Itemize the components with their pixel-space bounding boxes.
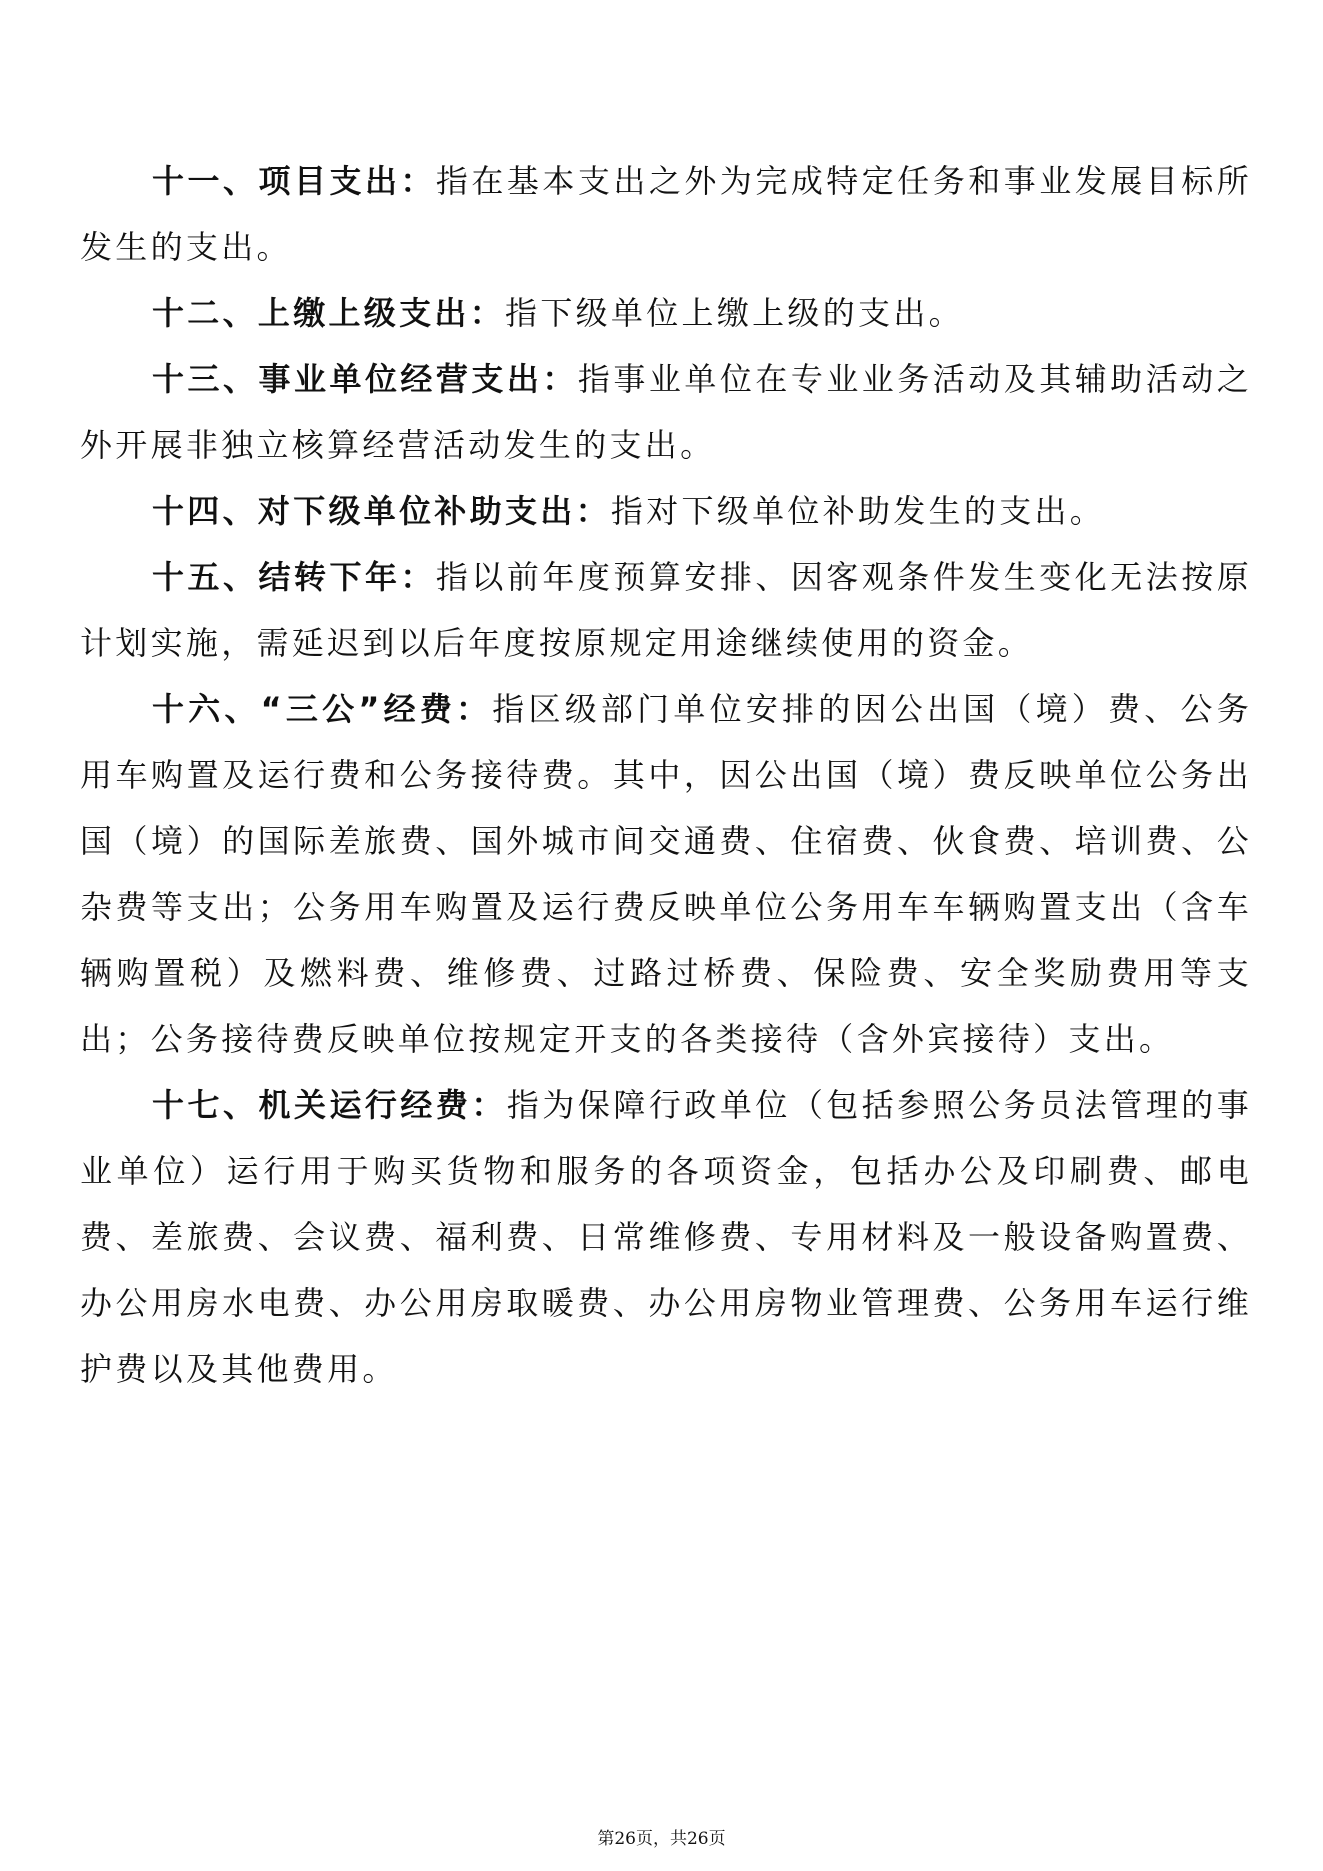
document-body — [80, 148, 1252, 1402]
paragraph-three-public-expenses — [80, 676, 1252, 1072]
paragraph-project-expenditure — [80, 148, 1252, 280]
term-heading: 十二、上缴上级支出： — [152, 294, 506, 332]
term-definition: 指下级单位上缴上级的支出。 — [505, 294, 964, 332]
term-heading: 十七、机关运行经费： — [152, 1086, 507, 1124]
paragraph-carry-forward — [80, 544, 1252, 676]
term-definition: 指区级部门单位安排的因公出国（境）费、公务用车购置及运行费和公务接待费。其中，因公出国（境）费反映单位公务出国（境）的国际差旅费、国外城市间交通费、住宿费、伙食费、培训费、公杂费等支出；公务用车购置及运行费反映单位公务用车车辆购置支出（含车辆购置税）及燃料费、维修费、过路过桥费、保险费、安全奖励费用等支出；公务接待费反映单位按规定开支的各类接待（含外宾接待）支出。 — [80, 690, 1252, 1058]
term-definition: 指事业单位在专业业务活动及其辅助活动之外开展非独立核算经营活动发生的支出。 — [80, 360, 1253, 464]
term-heading: 十一、项目支出： — [152, 162, 436, 200]
term-heading: 十三、事业单位经营支出： — [152, 360, 578, 398]
page-number-footer: 第26页，共26页 — [597, 1829, 726, 1849]
term-definition: 指为保障行政单位（包括参照公务员法管理的事业单位）运行用于购买货物和服务的各项资金，包括办公及印刷费、邮电费、差旅费、会议费、福利费、日常维修费、专用材料及一般设备购置费、办公用房水电费、办公用房取暖费、办公用房物业管理费、公务用车运行维护费以及其他费用。 — [80, 1086, 1252, 1388]
paragraph-remit-superior — [80, 280, 1252, 346]
paragraph-operating-expenditure — [80, 346, 1252, 478]
term-definition: 指在基本支出之外为完成特定任务和事业发展目标所发生的支出。 — [80, 162, 1252, 266]
paragraph-operating-funds — [80, 1072, 1252, 1402]
term-heading: 十五、结转下年： — [152, 558, 436, 596]
term-heading: 十四、对下级单位补助支出： — [152, 492, 611, 530]
term-heading: 十六、“三公”经费： — [152, 690, 493, 728]
term-definition: 指以前年度预算安排、因客观条件发生变化无法按原计划实施，需延迟到以后年度按原规定用途继续使用的资金。 — [80, 558, 1252, 662]
paragraph-subsidy-subordinate — [80, 478, 1252, 544]
term-definition: 指对下级单位补助发生的支出。 — [610, 492, 1106, 530]
